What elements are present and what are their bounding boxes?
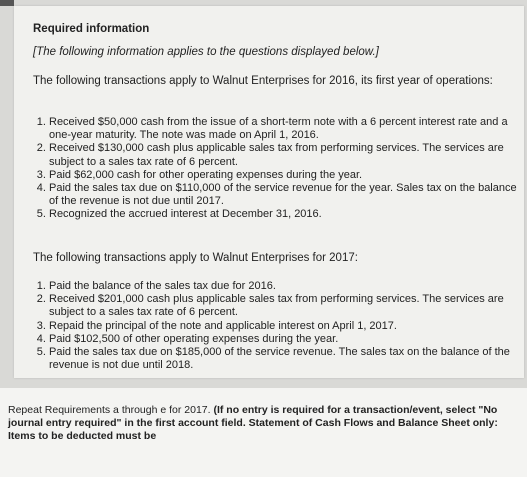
intro-2016: The following transactions apply to Walnut Enterprises for 2016, its first year of operations: [33,75,493,87]
corner-marker [0,0,14,6]
list-item: 2. Received $130,000 cash plus applicable sales tax from performing services. The services are subject to a sales tax rate of 6 percent. [49,142,527,168]
section-subtitle: [The following information applies to the questions displayed below.] [33,46,379,58]
required-information-card [14,6,524,378]
list-item: 1. Paid the balance of the sales tax due for 2016. [49,280,527,293]
instructions-text [8,404,508,443]
list-item: 5. Paid the sales tax due on $185,000 of the service revenue. The sales tax on the balance of the revenue is not due until 2018. [49,346,527,372]
instructions-bold: (If no entry is required for a transaction/event, select "No journal entry required" in the first account field. Statement of Cash Flows and Balance Sheet only: Items to be deducted must be [8,404,498,442]
instructions-panel [0,388,527,477]
transactions-2017-list [33,280,527,372]
list-item: 2. Received $201,000 cash plus applicable sales tax from performing services. The services are subject to a sales tax rate of 6 percent. [49,293,527,319]
list-item: 3. Repaid the principal of the note and applicable interest on April 1, 2017. [49,320,527,333]
section-title: Required information [33,23,150,35]
transactions-2016-list [33,116,527,222]
list-item: 1. Received $50,000 cash from the issue of a short-term note with a 6 percent interest rate and a one-year maturity. The note was made on April 1, 2016. [49,116,527,142]
instructions-lead: Repeat Requirements a through e for 2017. [8,404,211,416]
list-item: 4. Paid the sales tax due on $110,000 of the service revenue for the year. Sales tax on the balance of the revenue is not due until 2017. [49,182,527,208]
intro-2017: The following transactions apply to Walnut Enterprises for 2017: [33,252,358,264]
list-item: 3. Paid $62,000 cash for other operating expenses during the year. [49,169,527,182]
list-item: 5. Recognized the accrued interest at December 31, 2016. [49,208,527,221]
list-item: 4. Paid $102,500 of other operating expenses during the year. [49,333,527,346]
